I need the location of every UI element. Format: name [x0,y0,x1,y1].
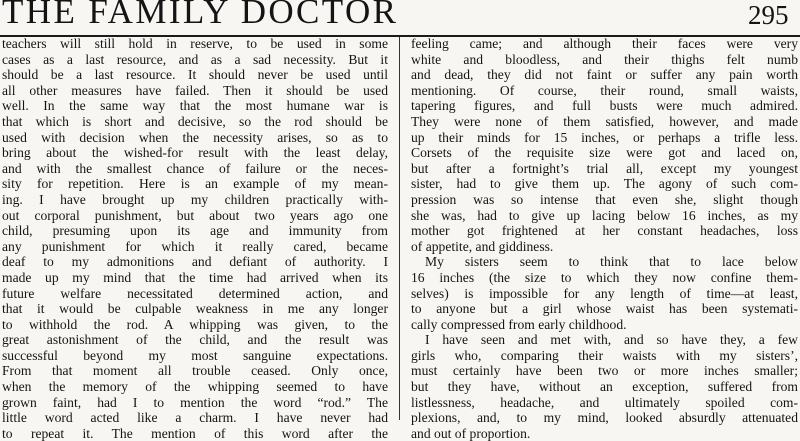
right-line-21: girls who, comparing their waists with my sisters’, [411,347,798,363]
left-line-7: used with decision when the necessity arises, so as to [2,129,388,145]
left-line-20: great astonishment of the child, and the result was [2,332,388,348]
right-line-16: 16 inches (the size to which they now confine them- [411,269,798,285]
left-line-13: child, presuming upon its age and immunity from [2,223,388,239]
right-line-8: Corsets of the requisite size were got and laced on, [411,145,798,161]
left-line-14: any punishment for which it really cared, became [2,238,388,254]
left-line-21: successful beyond my most sanguine expectations. [2,347,388,363]
left-line-1: teachers will still hold in reserve, to be used in some [2,36,388,51]
left-line-23: when the memory of the whipping seemed to have [2,379,388,395]
left-line-25: little word acted like a charm. I have never had [2,410,388,426]
left-line-6: that which is short and decisive, so the rod should be [2,113,388,129]
left-line-5: well. In the same way that the most humane war is [2,98,388,114]
right-line-25: plexions, and, to my mind, looked absurdly attenuated [411,410,798,426]
right-line-9: but after a fortnight’s trial all, except my youngest [411,160,798,176]
left-line-12: out corporal punishment, but about two years ago one [2,207,388,223]
right-line-20: I have seen and met with, and so have they, a few [425,332,798,348]
right-line-4: mentioning. Of course, their round, small waists, [411,82,798,98]
right-line-6: They were none of them satisfied, however, and made [411,113,798,129]
left-line-11: ing. I have brought up my children practically with- [2,191,388,207]
left-line-19: to withhold the rod. A whipping was given, to the [2,316,388,332]
right-line-14: of appetite, and giddiness. [411,238,554,254]
left-line-4: all other measures have failed. Then it should be used [2,82,388,98]
right-line-19: cally compressed from early childhood. [411,316,627,332]
right-line-26: and out of proportion. [411,425,531,441]
left-line-9: and with the smallest chance of failure or the neces- [2,160,388,176]
right-line-1: feeling came; and although their faces were very [411,36,798,51]
left-line-26: to repeat it. The mention of this word after the [2,425,388,441]
left-line-24: grown faint, had I to mention the word “rod.” The [2,394,388,410]
page-number: 295 [748,0,789,30]
left-line-8: bring about the wished-for result with the least delay, [2,145,388,161]
right-line-17: selves) is impossible for any length of time—at least, [411,285,798,301]
left-line-16: made up my mind that the time had arrived when its [2,269,388,285]
right-line-2: white and bloodless, and their thighs felt numb [411,51,798,67]
right-column-text [411,36,798,441]
left-line-17: future welfare necessitated determined action, and [2,285,388,301]
right-line-24: listlessness, headache, and ultimately spoiled com- [411,394,798,410]
right-line-3: and dead, they did not faint or suffer any pain worth [411,67,798,83]
right-line-22: must certainly have been two or more inches smaller; [411,363,798,379]
running-title: THE FAMILY DOCTOR [2,0,399,31]
right-line-5: tapering figures, and full busts were much admired. [411,98,798,114]
right-line-11: pression was so intense that even she, slight though [411,191,798,207]
left-line-18: that it would be culpable weakness in me any longer [2,301,388,317]
right-line-15: My sisters seem to think that to lace below [425,254,798,270]
column-divider [399,37,400,420]
right-line-10: sister, had to give them up. The agony of such com- [411,176,798,192]
right-line-23: but they have, without an exception, suffered from [411,379,798,395]
left-column-text [2,36,388,441]
right-line-12: she was, had to give up lacing below 16 inches, as my [411,207,798,223]
left-line-15: deaf to my admonitions and defiant of authority. I [2,254,388,270]
left-line-10: sity for repetition. Here is an example of my mean- [2,176,388,192]
running-header [0,0,800,36]
right-line-13: mother got frightened at her constant headaches, loss [411,223,798,239]
left-line-3: should be a last resource. It should never be used until [2,67,388,83]
right-line-7: up their minds for 15 inches, or perhaps a trifle less. [411,129,798,145]
left-line-22: From that moment all trouble ceased. Only once, [2,363,388,379]
left-line-2: cases as a last resource, and as a sad necessity. But it [2,51,388,67]
right-line-18: to anyone but a girl whose waist has been systemati- [411,301,798,317]
